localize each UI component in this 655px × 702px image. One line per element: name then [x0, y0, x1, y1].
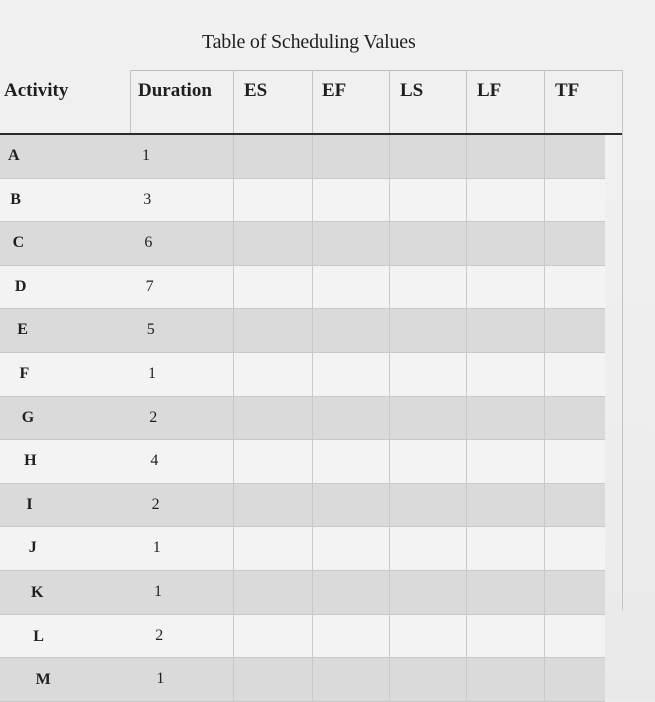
empty-value-cell[interactable] [312, 658, 389, 701]
empty-value-cell[interactable] [466, 440, 544, 483]
empty-value-cell[interactable] [389, 615, 466, 658]
empty-value-cell[interactable] [389, 571, 466, 614]
empty-value-cell[interactable] [312, 484, 389, 527]
header-lf: LF [477, 80, 502, 101]
duration-cell: 7 [145, 277, 154, 295]
table-row [0, 266, 605, 310]
empty-value-cell[interactable] [466, 484, 544, 527]
empty-value-cell[interactable] [312, 571, 389, 614]
duration-cell: 1 [152, 539, 161, 557]
empty-value-cell[interactable] [466, 397, 544, 440]
table-row [0, 353, 605, 397]
table-row [0, 484, 605, 528]
table-row [0, 309, 605, 353]
activity-cell: G [21, 408, 35, 426]
empty-value-cell[interactable] [544, 266, 605, 309]
empty-value-cell[interactable] [389, 527, 466, 570]
header-tf: TF [555, 80, 580, 101]
empty-value-cell[interactable] [312, 397, 389, 440]
duration-cell: 1 [142, 147, 150, 164]
empty-value-cell[interactable] [544, 135, 605, 178]
header-activity: Activity [4, 80, 69, 101]
table-row [0, 615, 605, 659]
table-row [0, 222, 605, 266]
empty-value-cell[interactable] [312, 353, 389, 396]
table-row [0, 571, 605, 615]
duration-cell: 2 [155, 626, 164, 644]
duration-cell: 1 [154, 583, 162, 600]
empty-value-cell[interactable] [233, 353, 312, 396]
empty-value-cell[interactable] [544, 179, 605, 222]
empty-value-cell[interactable] [389, 484, 466, 527]
empty-value-cell[interactable] [233, 135, 312, 178]
empty-value-cell[interactable] [544, 615, 605, 658]
duration-cell: 6 [144, 234, 153, 252]
activity-cell: I [26, 495, 33, 513]
empty-value-cell[interactable] [312, 440, 389, 483]
empty-value-cell[interactable] [312, 309, 389, 352]
activity-cell: L [33, 627, 44, 645]
empty-value-cell[interactable] [466, 658, 544, 701]
duration-cell: 3 [143, 190, 152, 208]
empty-value-cell[interactable] [466, 266, 544, 309]
empty-value-cell[interactable] [466, 353, 544, 396]
activity-cell: C [12, 234, 25, 252]
empty-value-cell[interactable] [233, 571, 312, 614]
table-row [0, 658, 605, 702]
empty-value-cell[interactable] [544, 309, 605, 352]
empty-value-cell[interactable] [544, 658, 605, 701]
empty-value-cell[interactable] [466, 222, 544, 265]
empty-value-cell[interactable] [389, 353, 466, 396]
empty-value-cell[interactable] [389, 179, 466, 222]
header-ls: LS [400, 80, 424, 101]
empty-value-cell[interactable] [466, 571, 544, 614]
table-row [0, 440, 605, 484]
table-row [0, 527, 605, 571]
table-row [0, 179, 605, 223]
duration-cell: 1 [156, 670, 165, 688]
empty-value-cell[interactable] [466, 615, 544, 658]
empty-value-cell[interactable] [312, 266, 389, 309]
empty-value-cell[interactable] [544, 484, 605, 527]
empty-value-cell[interactable] [389, 309, 466, 352]
activity-cell: M [35, 671, 51, 689]
activity-cell: D [14, 277, 27, 295]
table-row [0, 397, 605, 441]
empty-value-cell[interactable] [233, 222, 312, 265]
empty-value-cell[interactable] [544, 440, 605, 483]
empty-value-cell[interactable] [233, 615, 312, 658]
duration-cell: 2 [151, 495, 160, 513]
activity-cell: E [17, 321, 28, 339]
empty-value-cell[interactable] [389, 266, 466, 309]
empty-value-cell[interactable] [233, 658, 312, 701]
empty-value-cell[interactable] [389, 397, 466, 440]
empty-value-cell[interactable] [312, 222, 389, 265]
empty-value-cell[interactable] [233, 440, 312, 483]
duration-cell: 4 [150, 452, 159, 470]
empty-value-cell[interactable] [466, 309, 544, 352]
empty-value-cell[interactable] [389, 658, 466, 701]
empty-value-cell[interactable] [466, 527, 544, 570]
activity-cell: B [10, 190, 21, 208]
empty-value-cell[interactable] [312, 135, 389, 178]
empty-value-cell[interactable] [389, 222, 466, 265]
empty-value-cell[interactable] [544, 527, 605, 570]
empty-value-cell[interactable] [233, 397, 312, 440]
activity-cell: A [8, 147, 20, 164]
empty-value-cell[interactable] [312, 527, 389, 570]
empty-value-cell[interactable] [544, 222, 605, 265]
activity-cell: F [19, 365, 30, 382]
empty-value-cell[interactable] [466, 135, 544, 178]
empty-value-cell[interactable] [312, 615, 389, 658]
header-duration: Duration [138, 80, 212, 101]
empty-value-cell[interactable] [389, 440, 466, 483]
empty-value-cell[interactable] [233, 484, 312, 527]
table-row [0, 135, 605, 179]
duration-cell: 1 [148, 365, 156, 382]
activity-cell: J [28, 539, 37, 557]
duration-cell: 5 [146, 321, 155, 339]
table-top-border [130, 70, 623, 71]
empty-value-cell[interactable] [233, 309, 312, 352]
empty-value-cell[interactable] [544, 353, 605, 396]
column-divider [622, 70, 623, 610]
empty-value-cell[interactable] [466, 179, 544, 222]
empty-value-cell[interactable] [312, 179, 389, 222]
empty-value-cell[interactable] [544, 397, 605, 440]
empty-value-cell[interactable] [544, 571, 605, 614]
header-ef: EF [322, 80, 347, 101]
empty-value-cell[interactable] [233, 179, 312, 222]
empty-value-cell[interactable] [389, 135, 466, 178]
empty-value-cell[interactable] [233, 266, 312, 309]
empty-value-cell[interactable] [233, 527, 312, 570]
table-title: Table of Scheduling Values [202, 31, 416, 53]
activity-cell: K [31, 584, 44, 601]
header-es: ES [244, 80, 268, 101]
duration-cell: 2 [149, 408, 158, 426]
activity-cell: H [24, 452, 37, 470]
